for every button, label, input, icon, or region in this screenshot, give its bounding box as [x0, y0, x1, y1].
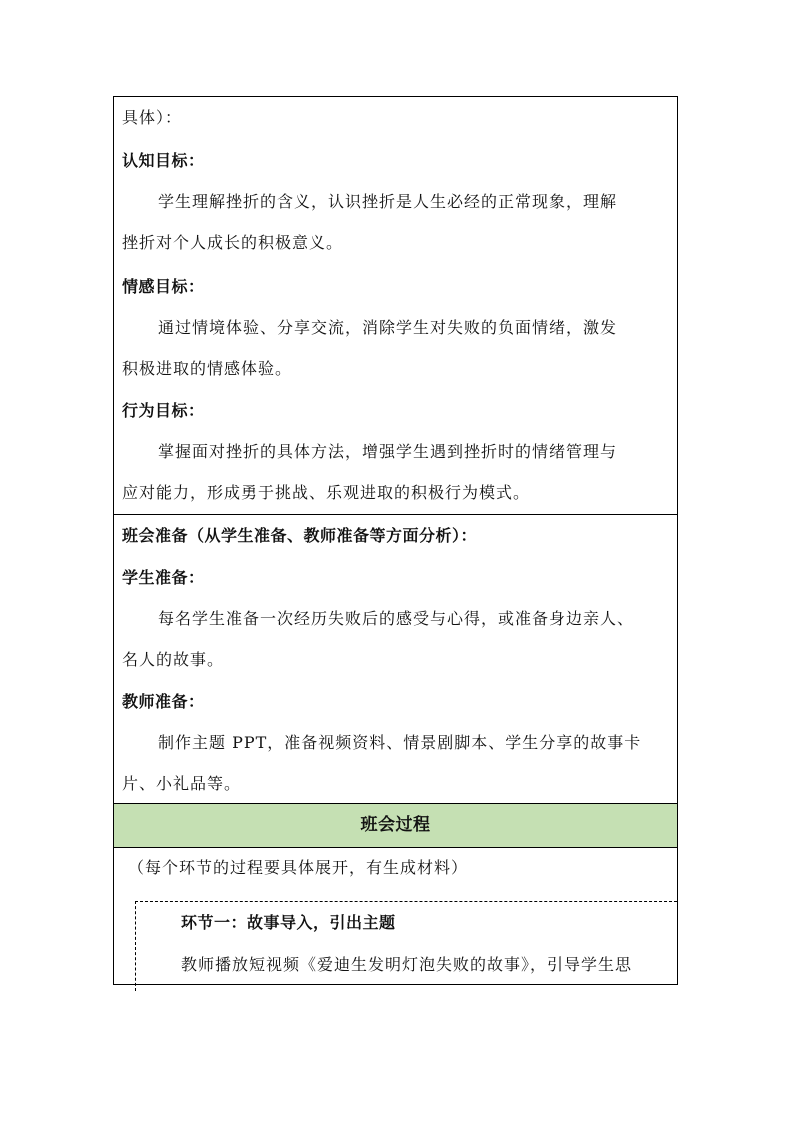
teacher-prep-title: 教师准备：	[122, 692, 205, 711]
process-header: 班会过程	[360, 815, 431, 835]
student-prep-line-1: 每名学生准备一次经历失败后的感受与心得，或准备身边亲人、	[158, 609, 635, 628]
preparation-title: 班会准备（从学生准备、教师准备等方面分析）：	[122, 526, 478, 545]
cognitive-goal-title: 认知目标：	[122, 151, 205, 170]
student-prep-title: 学生准备：	[122, 568, 205, 587]
step1-line-1: 教师播放短视频《爱迪生发明灯泡失败的故事》，引导学生思	[181, 955, 633, 974]
student-prep-line-2: 名人的故事。	[122, 650, 225, 669]
process-note: （每个环节的过程要具体展开，有生成材料）	[128, 858, 469, 877]
teacher-prep-line-2: 片、小礼品等。	[122, 774, 242, 793]
preparation-section	[114, 515, 677, 804]
emotional-goal-line-1: 通过情境体验、分享交流，消除学生对失败的负面情绪，激发	[158, 318, 618, 337]
goals-section	[114, 97, 677, 515]
emotional-goal-line-2: 积极进取的情感体验。	[122, 359, 293, 378]
teacher-prep-line-1: 制作主题 PPT，准备视频资料、情景剧脚本、学生分享的故事卡	[158, 733, 642, 752]
behavior-goal-title: 行为目标：	[122, 401, 205, 420]
step1-title: 环节一：故事导入，引出主题	[181, 913, 396, 932]
cognitive-goal-line-2: 挫折对个人成长的积极意义。	[122, 233, 344, 252]
cognitive-goal-line-1: 学生理解挫折的含义，认识挫折是人生必经的正常现象，理解	[158, 192, 618, 211]
behavior-goal-line-1: 掌握面对挫折的具体方法，增强学生遇到挫折时的情绪管理与	[158, 442, 618, 461]
goals-intro: 具体）：	[122, 108, 183, 127]
behavior-goal-line-2: 应对能力，形成勇于挑战、乐观进取的积极行为模式。	[122, 483, 531, 502]
process-header-row	[114, 804, 677, 848]
lesson-plan-table	[113, 96, 678, 985]
emotional-goal-title: 情感目标：	[122, 277, 205, 296]
